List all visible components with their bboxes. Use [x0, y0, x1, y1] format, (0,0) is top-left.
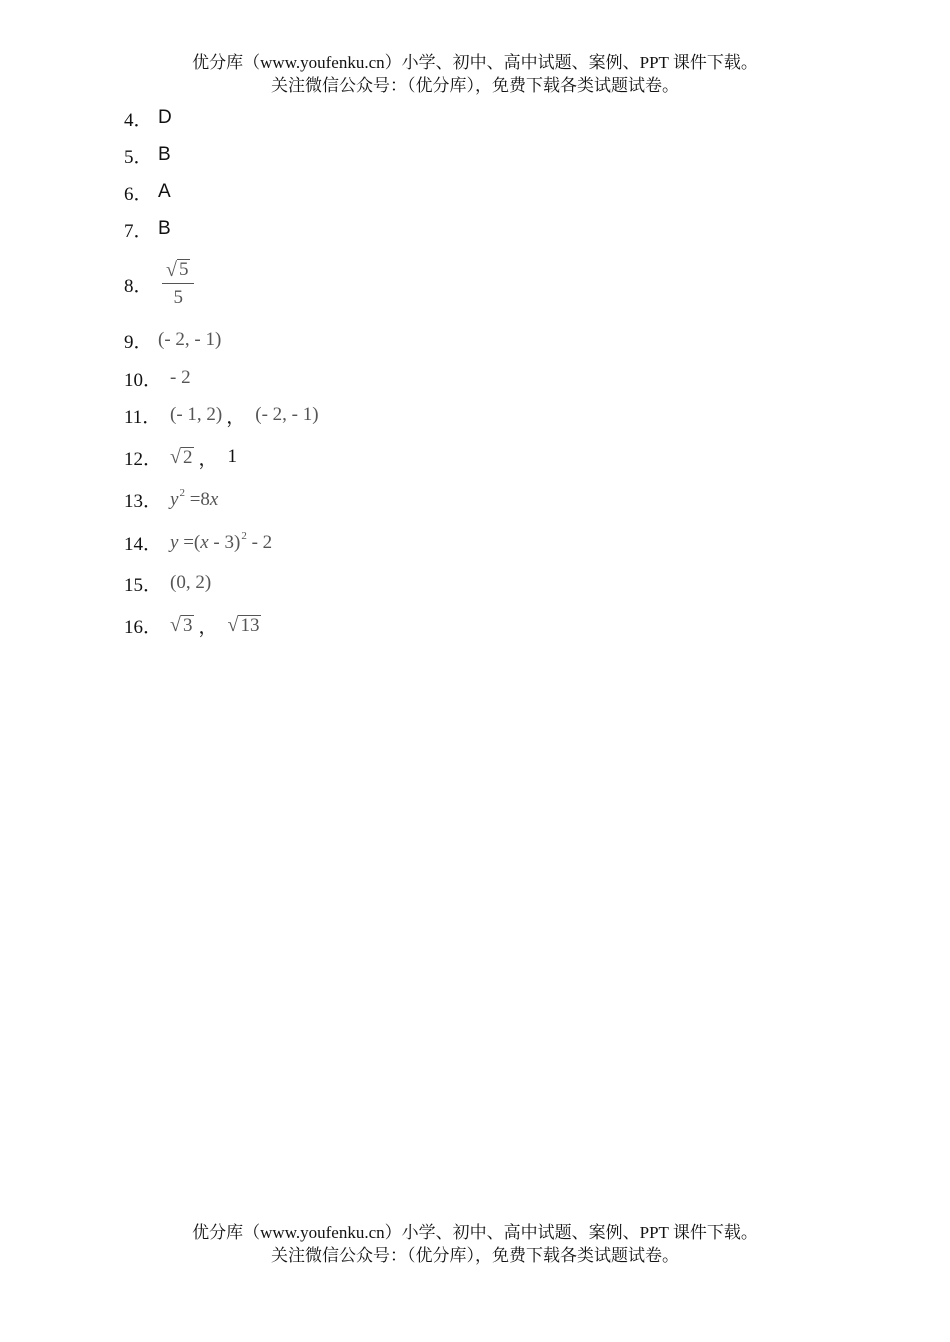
answer-5	[124, 140, 171, 170]
variable: x	[209, 489, 219, 510]
tail: - 2	[251, 532, 273, 553]
answer-11	[124, 400, 319, 430]
answer-number: 13．	[124, 490, 163, 512]
answer-number: 5．	[124, 146, 153, 168]
answer-number: 9．	[124, 331, 153, 353]
exponent: 2	[179, 487, 185, 499]
answer-number: 4．	[124, 109, 153, 131]
exponent: 2	[241, 530, 247, 542]
answer-8	[124, 255, 194, 313]
math-expression	[170, 487, 218, 511]
answer-4	[124, 103, 172, 133]
sqrt-radicand: 5	[178, 259, 189, 281]
answer-number: 16．	[124, 616, 163, 638]
footer-banner	[0, 1221, 950, 1267]
sqrt-sign: √	[170, 614, 181, 637]
answer-number: 7．	[124, 220, 153, 242]
header-line-2: 关注微信公众号：（优分库），免费下载各类试题试卷。	[271, 76, 679, 95]
answer-value: 1	[227, 446, 237, 467]
separator: ，	[198, 448, 218, 470]
header-banner	[0, 51, 950, 97]
sqrt-expression	[228, 615, 262, 636]
equals-rhs: =8	[189, 489, 210, 510]
math-expression: (- 2, - 1)	[158, 329, 222, 350]
answer-number: 14．	[124, 533, 163, 555]
math-expression: (- 2, - 1)	[255, 404, 319, 425]
sqrt-expression	[170, 615, 194, 636]
answer-14	[124, 527, 272, 557]
answer-12	[124, 442, 237, 472]
sqrt-radicand: 13	[240, 614, 260, 636]
sqrt-radicand: 2	[182, 446, 193, 468]
answer-15	[124, 568, 211, 598]
math-expression	[170, 530, 272, 554]
answer-choice: B	[158, 218, 171, 239]
answer-6	[124, 177, 171, 207]
fraction-numerator	[162, 259, 194, 284]
answer-choice: A	[158, 181, 171, 202]
sqrt-sign: √	[170, 446, 181, 469]
math-expression: (0, 2)	[170, 572, 212, 593]
header-line-1: 优分库（www.youfenku.cn）小学、初中、高中试题、案例、PPT 课件下载。	[192, 53, 758, 72]
footer-line-2: 关注微信公众号：（优分库），免费下载各类试题试卷。	[271, 1246, 679, 1265]
sqrt-radicand: 3	[182, 614, 193, 636]
sqrt-sign: √	[166, 258, 177, 281]
answer-16	[124, 610, 261, 640]
answer-9	[124, 325, 221, 355]
answer-number: 12．	[124, 448, 163, 470]
separator: ，	[226, 406, 246, 428]
answer-number: 6．	[124, 183, 153, 205]
answer-number: 10．	[124, 369, 163, 391]
math-expression: (- 1, 2)	[170, 404, 223, 425]
answer-13	[124, 484, 218, 514]
answer-10	[124, 363, 191, 393]
sqrt-sign: √	[227, 614, 239, 637]
footer-line-1: 优分库（www.youfenku.cn）小学、初中、高中试题、案例、PPT 课件下载。	[192, 1223, 758, 1242]
sqrt-expression	[170, 447, 194, 468]
inner-rest: - 3)	[213, 532, 241, 553]
separator: ，	[198, 616, 218, 638]
answer-number: 8．	[124, 275, 153, 297]
variable: y	[170, 489, 179, 510]
fraction-denominator: 5	[173, 286, 183, 308]
fraction	[162, 259, 194, 309]
answer-choice: D	[158, 107, 172, 128]
math-expression: - 2	[170, 367, 191, 388]
equals-open: =(	[183, 532, 201, 553]
answer-number: 15．	[124, 574, 163, 596]
variable: y	[170, 532, 179, 553]
answer-choice: B	[158, 144, 171, 165]
answer-number: 11．	[124, 406, 162, 428]
variable: x	[200, 532, 209, 553]
answer-7	[124, 214, 171, 244]
